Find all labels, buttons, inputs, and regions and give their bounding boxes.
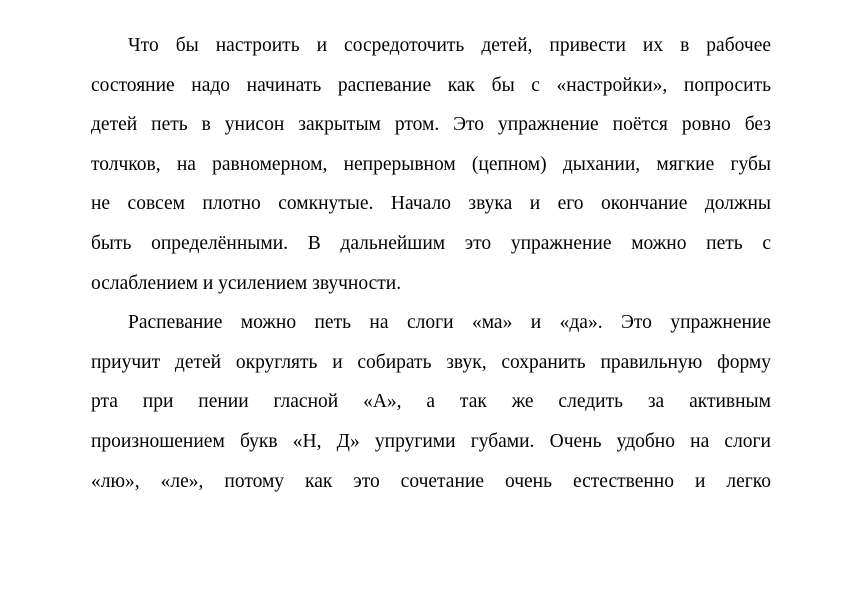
paragraph-2-line-1: Распевание можно петь на слоги «ма» и «да». Это упражнение [128, 312, 771, 334]
document-body [91, 26, 771, 501]
paragraph-1-line-6: быть определёнными. В дальнейшим это упражнение можно петь с [91, 232, 771, 254]
paragraph-2 [91, 303, 771, 501]
paragraph-2-line-4: произношением букв «Н, Д» упругими губами. Очень удобно на слоги [91, 430, 771, 452]
paragraph-1-line-1: Что бы настроить и сосредоточить детей, привести их в рабочее [128, 35, 771, 56]
paragraph-2-line-3: рта при пении гласной «А», а так же следить за активным [91, 391, 771, 413]
paragraph-1-line-2: состояние надо начинать распевание как бы с «настройки», попросить [91, 74, 771, 96]
paragraph-1-line-7: ослаблением и усилением звучности. [91, 272, 402, 294]
paragraph-2-line-5: «лю», «ле», потому как это сочетание очень естественно и легко [91, 470, 771, 492]
paragraph-1-line-5: не совсем плотно сомкнутые. Начало звука и его окончание должны [91, 193, 771, 215]
paragraph-1-line-3: детей петь в унисон закрытым ртом. Это упражнение поётся ровно без [91, 114, 771, 136]
paragraph-2-line-2: приучит детей округлять и собирать звук, сохранить правильную форму [91, 351, 771, 373]
paragraph-1-line-4: толчков, на равномерном, непрерывном (цепном) дыхании, мягкие губы [91, 153, 771, 175]
paragraph-1 [91, 26, 771, 303]
